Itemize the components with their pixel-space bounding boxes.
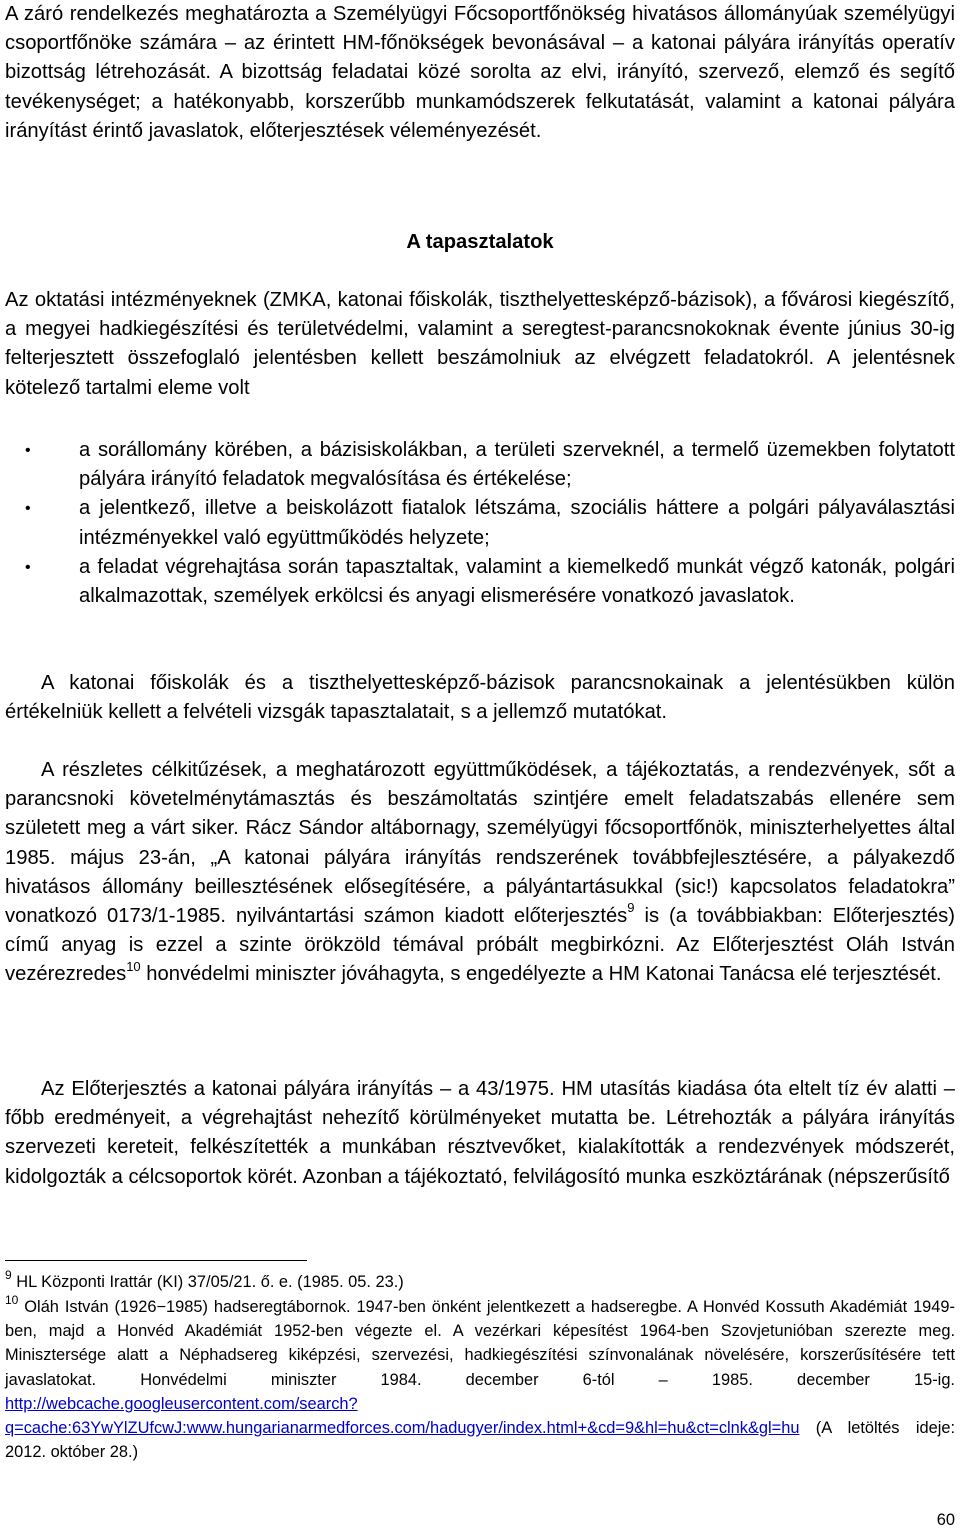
page-number: 60: [936, 1511, 955, 1529]
footnote-9-text: HL Központi Irattár (KI) 37/05/21. ő. e. (1985. 05. 23.): [11, 1273, 404, 1291]
list-item-text: a jelentkező, illetve a beiskolázott fiatalok létszáma, szociális háttere a polgári pályaválasztási intézményekkel való együttműködés helyzete;: [79, 497, 955, 549]
footnote-divider: [5, 1260, 307, 1261]
paragraph-proposal-part-c: honvédelmi miniszter jóváhagyta, s engedélyezte a HM Katonai Tanácsa elé terjesztését.: [140, 963, 942, 986]
bullet-list: [5, 436, 955, 611]
footnote-ref-10[interactable]: 10: [126, 958, 141, 974]
section-heading: A tapasztalatok: [406, 231, 554, 253]
footnote-10-text: Oláh István (1926−1985) hadseregtábornok. 1947-ben önként jelentkezett a hadseregbe. A Honvéd Kossuth Akadémiát 1949-ben, majd a Honvéd Akadémiát 1952-ben végezte el. A vezérkari képesítést 1964-ben Szovjetunióban szerezte meg. Minisztersége alatt a Néphadsereg kiképzési, szervezési, hadkiegészítési színvonalának növelésére, korszerűsítésére tett javaslatokat. Honvédelmi miniszter 1984. december 6-tól – 1985. december 15-ig.: [5, 1298, 955, 1389]
source-link[interactable]: http://webcache.googleusercontent.com/search?q=cache:63YwYlZUfcwJ:www.hungarianarmedforces.com/hadugyer/index.html+&cd=9&hl=hu&ct=clnk&gl=hu: [5, 1394, 800, 1438]
paragraph-colleges: A katonai főiskolák és a tiszthelyettesképző-bázisok parancsnokainak a jelentésükben külön értékelniük kellett a felvételi vizsgák tapasztalatait, s a jellemző mutatókat.: [5, 672, 955, 724]
bullet-icon: •: [25, 442, 31, 459]
footnote-mark-9: 9: [5, 1267, 12, 1282]
footnote-mark-10: 10: [5, 1292, 19, 1307]
list-item: [5, 436, 955, 494]
paragraph-committee: A záró rendelkezés meghatározta a Személyügyi Főcsoportfőnökség hivatásos állományúak személyügyi csoportfőnöke számára – az érintett HM-főnökségek bevonásával – a katonai pályára irányítás operatív bizottság létrehozását. A bizottság feladatai közé sorolta az elvi, irányító, szervező, elemző és segítő tevékenységet; a hatékonyabb, korszerűbb munkamódszerek felkutatását, valamint a katonai pályára irányítást érintő javaslatok, előterjesztések véleményezését.: [5, 3, 955, 142]
paragraph-proposal: [5, 756, 955, 990]
paragraph-proposal-part-b: is (a továbbiakban: Előterjesztés) című anyag is ezzel a szinte örökzöld témával próbált megbirkózni. Az Előterjesztést Oláh István vezérezredes: [5, 905, 955, 986]
list-item-text: a sorállomány körében, a bázisiskolákban, a területi szerveknél, a termelő üzemekben folytatott pályára irányító feladatok megvalósítása és értékelése;: [79, 439, 955, 491]
footnote-10-access-date: (A letöltés ideje: 2012. október 28.): [5, 1419, 955, 1462]
footnote-ref-9[interactable]: 9: [627, 900, 635, 916]
bullet-icon: •: [25, 558, 31, 576]
list-item-text: a feladat végrehajtása során tapasztaltak, valamint a kiemelkedő munkát végző katonák, polgári alkalmazottak, személyek erkölcsi és anyagi elismerésére vonatkozó javaslatok.: [79, 555, 955, 608]
footnote-9: [5, 1267, 955, 1294]
paragraph-reports: Az oktatási intézményeknek (ZMKA, katonai főiskolák, tiszthelyettesképző-bázisok), a fővárosi kiegészítő, a megyei hadkiegészítési és területvédelmi, valamint a seregtest-parancsnokoknak évente június 30-ig felterjesztett összefoglaló jelentésben kellett beszámolniuk az elvégzett feladatokról. A jelentésnek kötelező tartalmi eleme volt: [5, 289, 955, 399]
list-item: [5, 553, 955, 611]
list-item: [5, 494, 955, 552]
paragraph-proposal-part-a: A részletes célkitűzések, a meghatározott együttműködések, a tájékoztatás, a rendezvények, sőt a parancsnoki követelménytámasztás és beszámoltatás szintjére emelt feladatszabás ellenére sem született meg a várt siker. Rácz Sándor altábornagy, személyügyi főcsoportfőnök, miniszterhelyettes által 1985. május 23-án, „A katonai pályára irányítás rendszerének továbbfejlesztésére, a pályakezdő hivatásos állomány beillesztésének elősegítésére, a pályántartásukkal (sic!) kapcsolatos feladatokra” vonatkozó 0173/1-1985. nyilvántartási számon kiadott előterjesztés: [5, 759, 955, 928]
bullet-icon: •: [25, 500, 31, 518]
footnote-10: [5, 1292, 955, 1464]
paragraph-results: Az Előterjesztés a katonai pályára irányítás – a 43/1975. HM utasítás kiadása óta eltelt tíz év alatti – főbb eredményeit, a végrehajtást nehezítő körülményeket mutatta be. Létrehozták a pályára irányítás szervezeti kereteit, felkészítették a munkában résztvevőket, kialakították a rendezvények módszerét, kidolgozták a célcsoportok körét. Azonban a tájékoztató, felvilágosító munka eszköztárának (népszerűsítő: [5, 1078, 955, 1188]
